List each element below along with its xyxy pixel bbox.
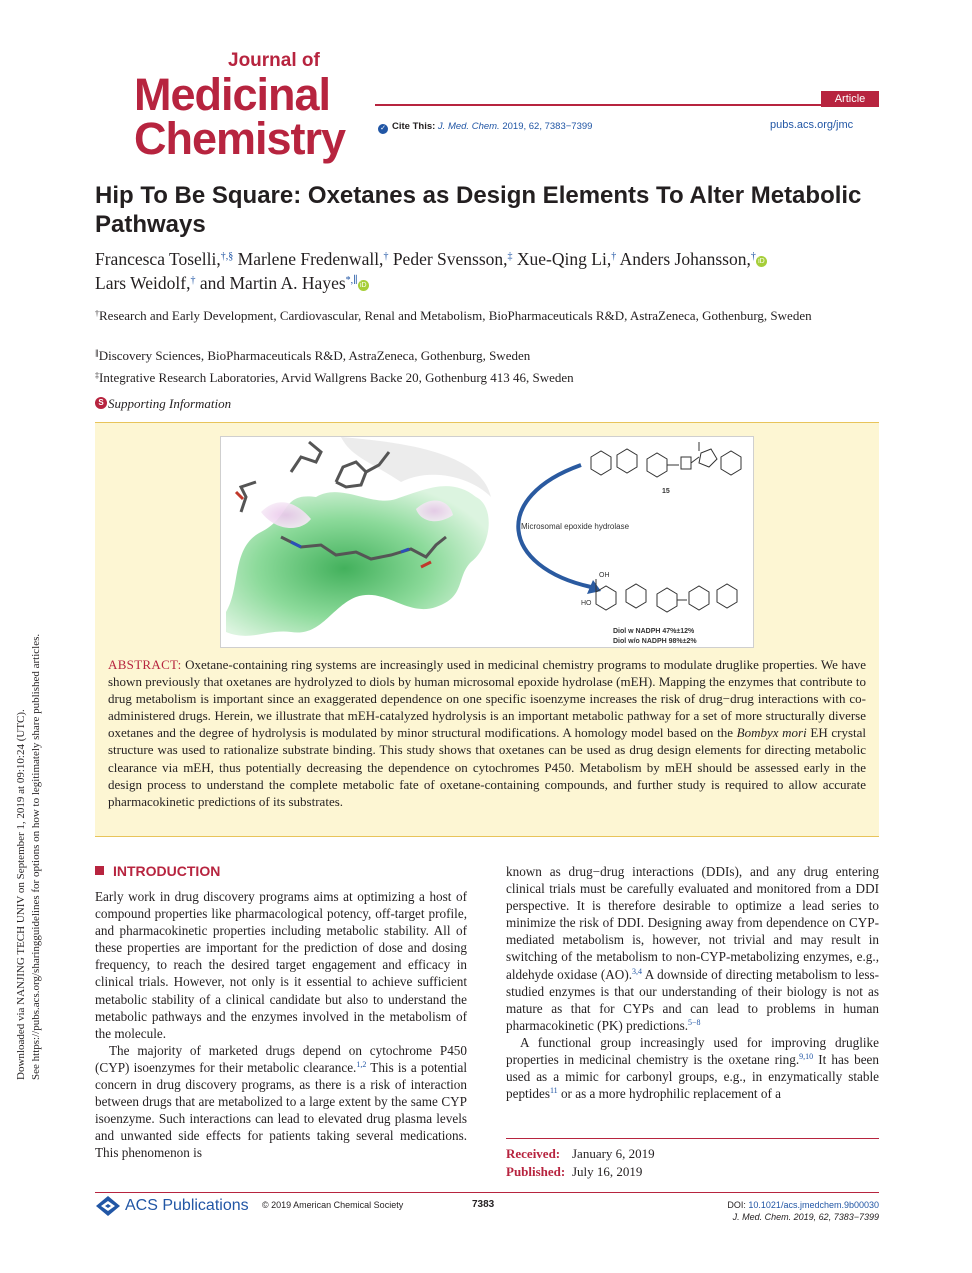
paragraph	[506, 1034, 879, 1102]
author-line-1	[95, 246, 885, 270]
cite-volume-link[interactable]: 2019, 62, 7383−7399	[502, 121, 593, 132]
copyright: © 2019 American Chemical Society	[262, 1200, 404, 1210]
affiliation-2	[95, 345, 885, 364]
citation-link[interactable]: 5−8	[688, 1017, 701, 1027]
cite-journal-link[interactable]: J. Med. Chem.	[437, 121, 500, 132]
abstract-body-post: EH crystal structure was used to rationalize substrate binding. This study shows that oxetanes can be used as drug design elements for directing metabolic clearance via mEH, thus potentially decreasing the dependence on cytochromes P450. Metabolism by mEH should be assessed early in the design process to understand the complete metabolic fate of oxetane-containing compounds, and further study is required to allow accurate pharmacokinetic predictions of its substrates.	[108, 725, 867, 809]
author-name[interactable]: Francesca Toselli,	[95, 249, 221, 269]
received-row	[506, 1145, 655, 1163]
download-notice	[14, 634, 44, 1080]
abstract-label: ABSTRACT:	[108, 657, 182, 672]
compound-number: 15	[662, 488, 670, 495]
abstract-body-pre: Oxetane-containing ring systems are increasingly used in medicinal chemistry programs to modulate druglike properties. We have shown previously that oxetanes are hydrolyzed to diols by human microsomal epoxide hydrolase (mEH). Mapping the enzymes that contribute to drug metabolism is important since an exaggerated dependence on one specific isoenzyme increases the risk of drug−drug interactions with co-administered drugs. Herein, we illustrate that mEH-catalyzed hydrolysis is an important metabolic pathway for a set of more structurally diverse oxetanes and the degree of hydrolysis is modulated by minor structural modifications. A homology model based on the	[108, 657, 866, 741]
doi-block	[700, 1199, 879, 1223]
body-column-left	[95, 888, 467, 1162]
citation-line	[700, 1211, 879, 1223]
citation-link[interactable]: 3,4	[632, 966, 643, 976]
toc-graphic	[220, 436, 754, 648]
footer-rule	[95, 1192, 879, 1193]
footer-citation: J. Med. Chem. 2019, 62, 7383−7399	[732, 1212, 879, 1222]
affiliation-text: Discovery Sciences, BioPharmaceuticals R&D, AstraZeneca, Gothenburg, Sweden	[98, 348, 531, 363]
journal-name-medicinal: Medicinal	[134, 69, 331, 120]
diol-oh-label: OH	[599, 572, 610, 579]
supporting-info-link[interactable]: Supporting Information	[108, 396, 232, 411]
publication-dates	[506, 1145, 655, 1181]
protein-surface-shade	[341, 437, 491, 497]
author-name[interactable]: Marlene Fredenwall,	[237, 249, 384, 269]
abstract-text	[108, 656, 866, 810]
section-heading-introduction	[95, 863, 220, 879]
paragraph	[506, 863, 879, 1034]
received-date: January 6, 2019	[572, 1146, 655, 1161]
author-sup: †	[750, 251, 756, 262]
journal-name-of: Journal of	[228, 50, 320, 71]
author-name[interactable]: and Martin A. Hayes	[199, 273, 346, 293]
affiliation-sup: †	[95, 309, 99, 318]
paragraph-text: A functional group increasingly used for improving druglike properties in medicinal chemistry is the oxetane ring.	[506, 1034, 879, 1068]
cite-this[interactable]	[378, 121, 592, 134]
paragraph: Early work in drug discovery programs aims at optimizing a host of compound properties like pharmacological potency, off-target profile, and pharmacokinetic properties including metabolic stability. All of these properties are important for the prediction of dose and dosing frequency, to reach the desired target engagement and efficacy in clinical trials. However, not only is it essential to achieve sufficient metabolic stability of a clinical candidate but also to understand the metabolic pathways and the enzymes involved in the metabolism of the molecule.	[95, 889, 467, 1041]
paragraph-text: It has been used as a mimic for carbonyl groups, e.g., in enzymatically stable peptides	[506, 1052, 879, 1102]
cite-label: Cite This:	[392, 121, 436, 132]
paragraph-text: or as a more hydrophilic replacement of a	[557, 1086, 782, 1102]
author-sup: †	[383, 251, 389, 262]
affiliation-sup: ‡	[95, 371, 99, 380]
paragraph-text: This is a potential concern in drug discovery programs, as there is a risk of interaction between drugs that are metabolized to a large extent by the same CYP isoenzyme. Such interactions can lead to elevated drug plasma levels and unwanted side effects for patients taking several medications. This phenomenon is	[95, 1059, 467, 1161]
affiliation-sup: ∥	[95, 349, 99, 358]
author-sup: †,§	[220, 251, 234, 262]
article-type-badge: Article	[821, 91, 879, 107]
orcid-icon[interactable]: iD	[358, 280, 369, 291]
section-heading-text: INTRODUCTION	[113, 863, 221, 879]
structure-top	[591, 442, 741, 477]
author-sup: †	[190, 275, 196, 286]
download-notice-line2: See https://pubs.acs.org/sharingguidelines for options on how to legitimately share published articles.	[30, 633, 42, 1080]
published-row	[506, 1163, 655, 1181]
publisher-name: ACS Publications	[125, 1197, 249, 1215]
orcid-icon[interactable]: iD	[756, 256, 767, 267]
paragraph-text: known as drug−drug interactions (DDIs), and any drug entering clinical trials must be carefully evaluated and monitored from a DDI perspective. It is therefore desirable to optimize a lead series to minimize the risk of DDI. Designing away from dependence on CYP-mediated metabolism is, however, not trivial and may result in switching of the metabolism to non-CYP-metabolizing enzymes, e.g., aldehyde oxidase (AO).	[506, 864, 879, 982]
acs-publications-logo[interactable]	[95, 1195, 249, 1217]
doi-label: DOI:	[727, 1200, 749, 1210]
diol-ho-label: HO	[581, 600, 592, 607]
author-sup: *,∥	[345, 275, 358, 286]
doi-link[interactable]: 10.1021/acs.jmedchem.9b00030	[748, 1200, 879, 1210]
author-sup: ‡	[507, 251, 513, 262]
author-line-2	[95, 270, 885, 294]
citation-link[interactable]: 11	[549, 1086, 558, 1096]
journal-name-chemistry: Chemistry	[134, 113, 346, 164]
citation-link[interactable]: 9,10	[799, 1052, 814, 1062]
author-name[interactable]: Anders Johansson,	[619, 249, 751, 269]
abstract-species: Bombyx mori	[736, 725, 807, 741]
paper-title: Hip To Be Square: Oxetanes as Design Elements To Alter Metabolic Pathways	[95, 182, 862, 238]
section-square-icon	[95, 866, 104, 875]
received-label: Received:	[506, 1146, 561, 1161]
published-date: July 16, 2019	[572, 1164, 643, 1179]
author-name[interactable]: Peder Svensson,	[392, 249, 508, 269]
toc-svg	[221, 437, 753, 647]
author-sup: †	[611, 251, 617, 262]
result-without-nadph: Diol w/o NADPH 98%±2%	[613, 638, 697, 645]
structure-bottom	[596, 579, 737, 612]
paragraph-text: The majority of marketed drugs depend on cytochrome P450 (CYP) isoenzymes for their metabolic clearance.	[95, 1042, 467, 1075]
paragraph	[95, 1042, 467, 1162]
dates-rule	[506, 1138, 879, 1139]
journal-url-link[interactable]: pubs.acs.org/jmc	[770, 119, 854, 131]
download-notice-line1: Downloaded via NANJING TECH UNIV on September 1, 2019 at 09:10:24 (UTC).	[15, 709, 27, 1080]
affiliation-1	[95, 305, 885, 324]
header-rule	[375, 104, 879, 106]
page-number: 7383	[472, 1199, 495, 1210]
doi-line	[700, 1199, 879, 1211]
author-name[interactable]: Xue-Qing Li,	[516, 249, 612, 269]
author-list	[95, 246, 885, 294]
cite-icon: ✓	[378, 124, 388, 134]
affiliation-text: Research and Early Development, Cardiovascular, Renal and Metabolism, BioPharmaceuticals R&D, AstraZeneca, Gothenburg, Sweden	[99, 308, 812, 323]
arrow-label: Microsomal epoxide hydrolase	[521, 522, 630, 531]
result-with-nadph: Diol w NADPH 47%±12%	[613, 628, 695, 635]
author-name[interactable]: Lars Weidolf,	[95, 273, 191, 293]
supporting-info-icon: S	[95, 397, 107, 409]
affiliation-text: Integrative Research Laboratories, Arvid Wallgrens Backe 20, Gothenburg 413 46, Sweden	[99, 370, 574, 385]
published-label: Published:	[506, 1164, 566, 1179]
paragraph-text: A downside of directing metabolism to less-studied enzymes is that our understanding of their biology is not as mature as that for CYPs and can lead to problems in human pharmacokinetic (PK) predictions.	[506, 966, 880, 1033]
body-column-right	[506, 863, 879, 1102]
acs-logo-icon	[95, 1195, 121, 1217]
affiliation-3	[95, 367, 885, 386]
citation-link[interactable]: 1,2	[356, 1059, 367, 1069]
